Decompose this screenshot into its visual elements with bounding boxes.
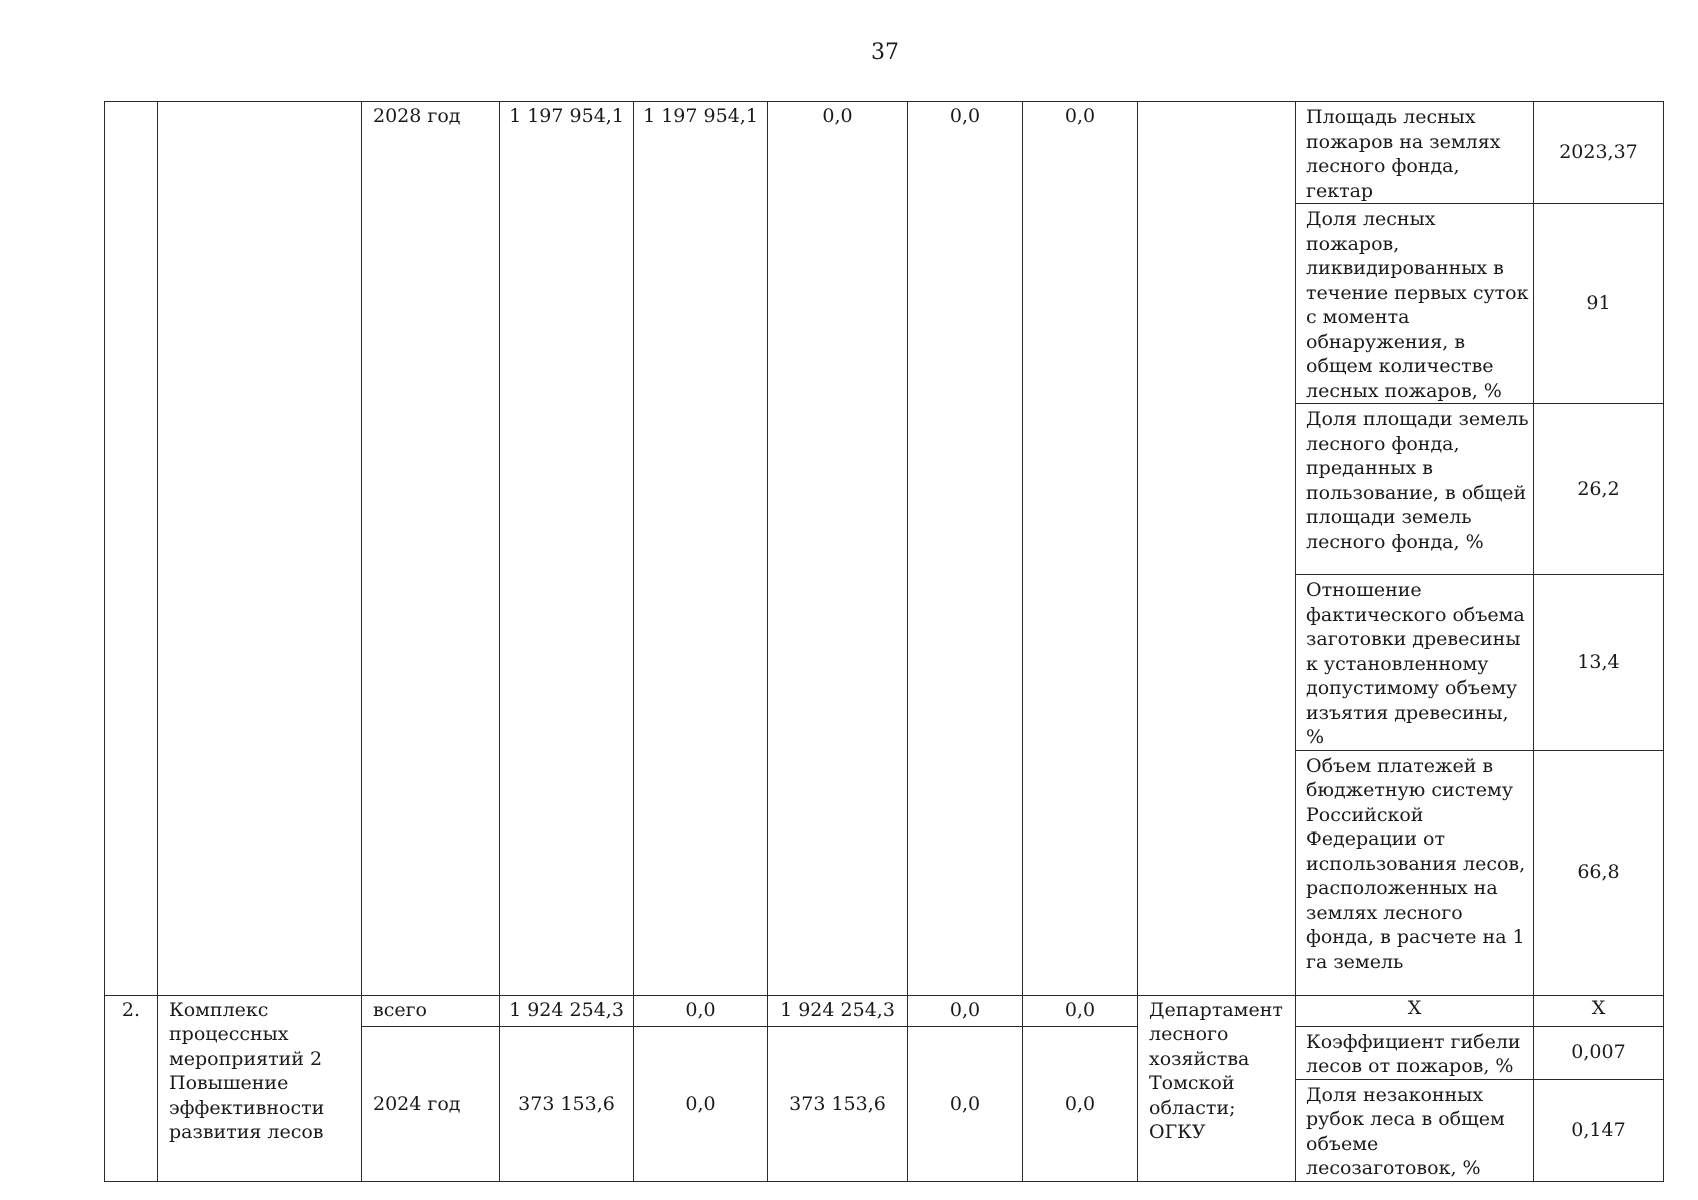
table-row: [105, 995, 1664, 1026]
extra-cell: 0,0: [1023, 995, 1138, 1026]
indicator-value: 26,2: [1534, 404, 1664, 575]
total-cell: 1 197 954,1: [500, 102, 634, 996]
federal-cell: 0,0: [634, 1026, 768, 1181]
indicator-value: 2023,37: [1534, 102, 1664, 204]
indicator-name: Объем платежей в бюджетную систему Российской Федерации от использования лесов, расположенных на землях лесного фонда, в расчете на 1 га земель: [1296, 750, 1534, 995]
number-cell: [105, 102, 158, 996]
executor-cell: [1138, 102, 1296, 996]
local-cell: 0,0: [908, 1026, 1023, 1181]
local-cell: 0,0: [908, 995, 1023, 1026]
federal-cell: 1 197 954,1: [634, 102, 768, 996]
local-cell: 0,0: [908, 102, 1023, 996]
table-row: [105, 102, 1664, 204]
indicator-name: X: [1296, 995, 1534, 1026]
activity-name: Комплекс процессных мероприятий 2 Повышение эффективности развития лесов: [158, 995, 362, 1181]
regional-cell: 373 153,6: [768, 1026, 908, 1181]
indicator-value: 13,4: [1534, 575, 1664, 751]
period-cell: 2024 год: [362, 1026, 500, 1181]
indicator-name: Доля площади земель лесного фонда, преданных в пользование, в общей площади земель лесного фонда, %: [1296, 404, 1534, 575]
extra-cell: 0,0: [1023, 1026, 1138, 1181]
regional-cell: 0,0: [768, 102, 908, 996]
indicator-value: 91: [1534, 204, 1664, 404]
indicator-value: 0,147: [1534, 1079, 1664, 1181]
extra-cell: 0,0: [1023, 102, 1138, 996]
total-cell: 373 153,6: [500, 1026, 634, 1181]
indicator-value: X: [1534, 995, 1664, 1026]
indicator-value: 0,007: [1534, 1026, 1664, 1079]
period-cell: всего: [362, 995, 500, 1026]
program-table: [104, 101, 1664, 1182]
page-number: 37: [871, 40, 899, 65]
regional-cell: 1 924 254,3: [768, 995, 908, 1026]
executor-cell: Департамент лесного хозяйства Томской области; ОГКУ: [1138, 995, 1296, 1181]
indicator-name: Коэффициент гибели лесов от пожаров, %: [1296, 1026, 1534, 1079]
period-cell: 2028 год: [362, 102, 500, 996]
indicator-name: Доля незаконных рубок леса в общем объеме лесозаготовок, %: [1296, 1079, 1534, 1181]
total-cell: 1 924 254,3: [500, 995, 634, 1026]
name-cell: [158, 102, 362, 996]
indicator-name: Площадь лесных пожаров на землях лесного фонда, гектар: [1296, 102, 1534, 204]
indicator-name: Отношение фактического объема заготовки древесины к установленному допустимому объему изъятия древесины, %: [1296, 575, 1534, 751]
federal-cell: 0,0: [634, 995, 768, 1026]
indicator-name: Доля лесных пожаров, ликвидированных в течение первых суток с момента обнаружения, в общем количестве лесных пожаров, %: [1296, 204, 1534, 404]
indicator-value: 66,8: [1534, 750, 1664, 995]
row-number: 2.: [105, 995, 158, 1181]
